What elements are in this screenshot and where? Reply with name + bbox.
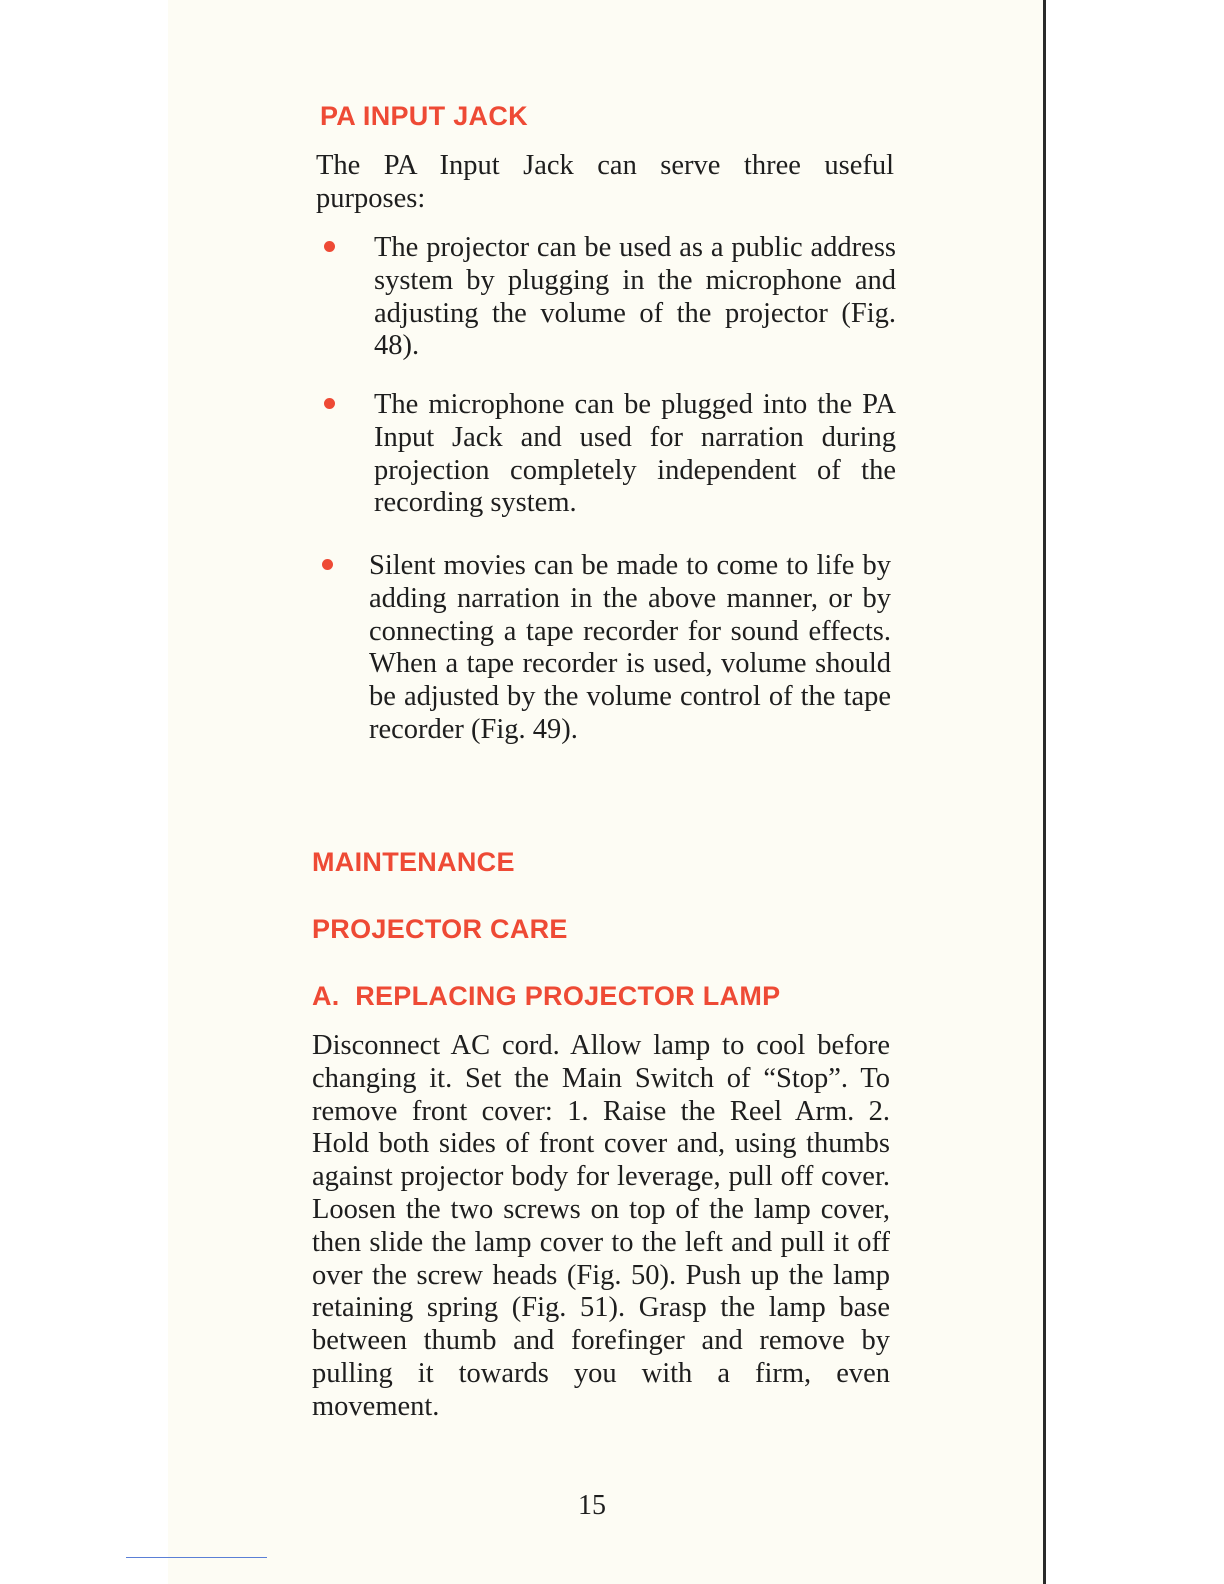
bullet-icon <box>322 559 333 570</box>
projector-care-heading: PROJECTOR CARE <box>312 914 568 944</box>
bullet-text: The microphone can be plugged into the PA Input Jack and used for narration during projection completely independent of the recording system. <box>374 389 896 519</box>
pa-input-jack-intro: The PA Input Jack can serve three useful purposes: <box>316 150 894 214</box>
maintenance-heading: MAINTENANCE <box>312 847 515 877</box>
pa-input-jack-heading: PA INPUT JACK <box>320 101 528 131</box>
bullet-text: Silent movies can be made to come to life by adding narration in the above manner, or by connecting a tape recorder for sound effects. When a tape recorder is used, volume should be adjusted by the volume control of the tape recorder (Fig. 49). <box>369 550 891 745</box>
bullet-text: The projector can be used as a public address system by plugging in the microphone and adjusting the volume of the projector (Fig. 48). <box>374 232 896 362</box>
replacing-lamp-text: Disconnect AC cord. Allow lamp to cool before changing it. Set the Main Switch of “Stop”. To remove front cover: 1. Raise the Reel Arm. 2. Hold both sides of front cover and, using thumbs against projector body for leverage, pull off cover. Loosen the two screws on top of the lamp cover, then slide the lamp cover to the left and pull it off over the screw heads (Fig. 50). Push up the lamp retaining spring (Fig. 51). Grasp the lamp base between thumb and forefinger and remove by pulling it towards you with a firm, even movement. <box>312 1030 890 1422</box>
bullet-icon <box>324 241 335 252</box>
page-number: 15 <box>578 1490 606 1521</box>
replacing-lamp-heading: A. REPLACING PROJECTOR LAMP <box>312 981 781 1011</box>
bullet-icon <box>324 398 335 409</box>
divider <box>126 1557 267 1558</box>
